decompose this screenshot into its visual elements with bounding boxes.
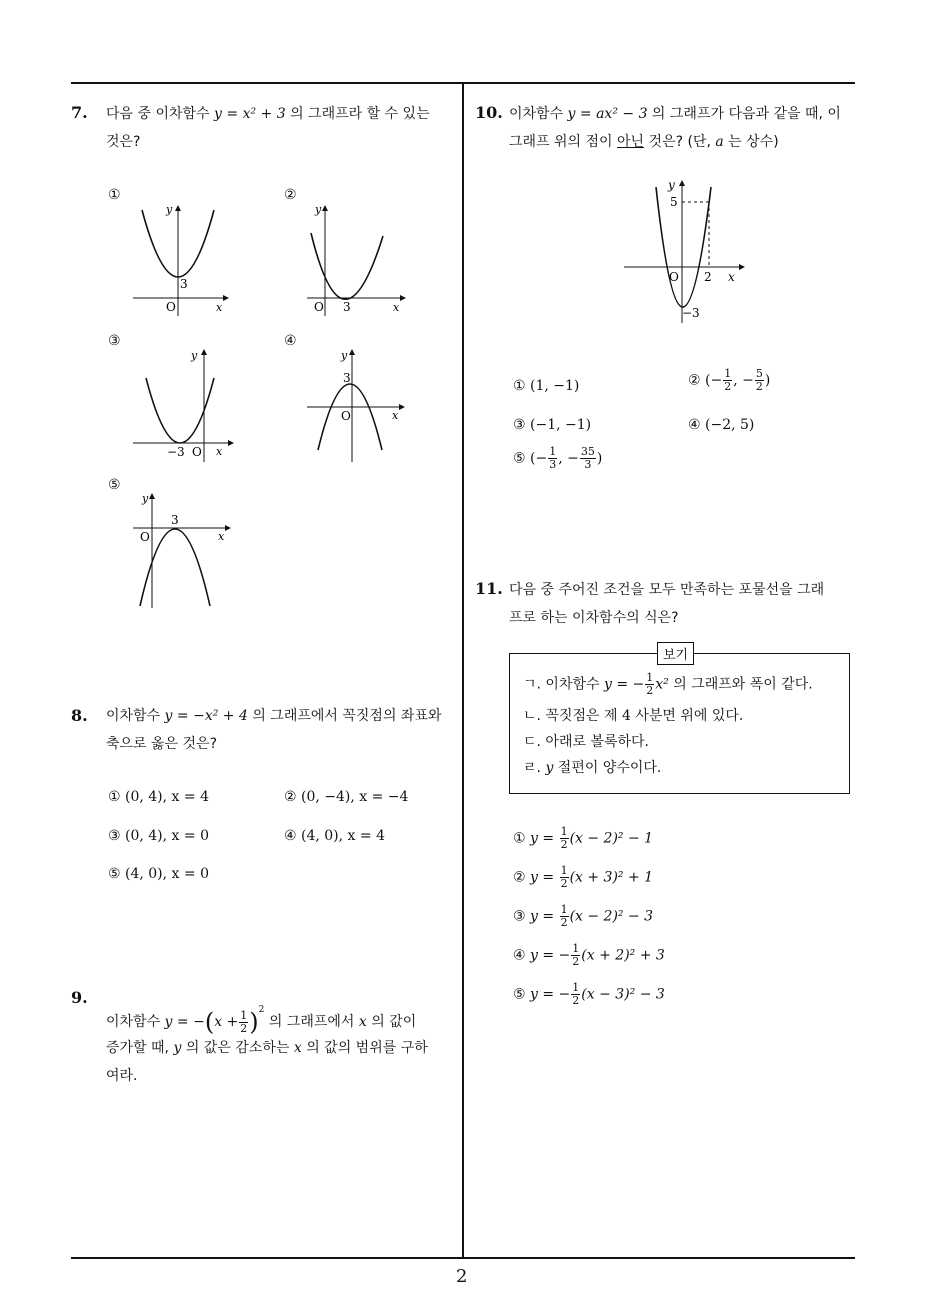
q8-choice-4: ④ (4, 0), x = 4	[284, 828, 385, 844]
q7-graph-5	[130, 490, 240, 610]
q11-c5-n: 1	[572, 981, 580, 994]
q11-choice-3	[513, 904, 653, 929]
q7-graph-3	[128, 344, 238, 464]
q9-text-g: 여라.	[106, 1068, 138, 1084]
q11-choice-5	[513, 982, 665, 1007]
g2-y-label: y	[315, 203, 322, 216]
column-divider	[462, 84, 464, 1258]
g3-vertex: −3	[167, 445, 185, 459]
q11-bogi-4	[523, 757, 661, 777]
q11-c3-post: (x − 2)² − 3	[569, 908, 654, 925]
q10-c2-mid: , −	[733, 372, 754, 389]
q8-choice-3: ③ (0, 4), x = 0	[108, 828, 209, 844]
q11-c5-mark: ⑤	[513, 986, 526, 1003]
g2-x-label: x	[393, 301, 400, 314]
q10-text-a: 이차함수	[509, 106, 568, 122]
q10-c5-n2: 35	[580, 445, 595, 458]
q10-c5-d1: 3	[549, 458, 557, 471]
q10-choice-2	[688, 368, 770, 393]
g1-origin: O	[166, 300, 176, 314]
q10-text-e: 는 상수)	[723, 134, 779, 150]
g5-origin: O	[140, 530, 150, 544]
q10-choice-4: ④ (−2, 5)	[688, 417, 755, 433]
q10-underline: 아닌	[617, 134, 645, 150]
q11-bogi-4a: ㄹ.	[523, 760, 546, 776]
q9-exp: 2	[258, 1005, 265, 1015]
q8-math: y = −x² + 4	[164, 708, 248, 724]
q11-bogi-1-math: y = −	[603, 676, 645, 693]
q11-bogi-3: ㄷ. 아래로 볼록하다.	[523, 734, 649, 750]
g2-vertex: 3	[343, 300, 351, 314]
q10-graph-five: 5	[670, 195, 678, 209]
q10-c2-post: )	[764, 372, 771, 389]
q11-text-b: 프로 하는 이차함수의 식은?	[509, 610, 679, 626]
q11-bogi-1a: ㄱ. 이차함수	[523, 676, 604, 693]
q9-line1: 이차함수 y = −(x + $\frac{1}{2}$ )$^2$ 의 그래프에서 x 의 값이	[106, 1005, 417, 1036]
g5-vertex: 3	[171, 513, 179, 527]
q11-bogi-1-d: 2	[646, 684, 654, 697]
q8-text-a: 이차함수	[106, 708, 165, 724]
q11-text-a: 다음 중 주어진 조건을 모두 만족하는 포물선을 그래	[509, 582, 825, 598]
q8-choice-5: ⑤ (4, 0), x = 0	[108, 866, 209, 882]
q11-c5-pre: y = −	[530, 986, 571, 1003]
q9-x: x	[358, 1014, 367, 1030]
q11-bogi-2-num: 4	[621, 708, 631, 724]
q9-math-pre: y = −	[164, 1014, 205, 1030]
q8-text-c: 축으로 옳은 것은?	[106, 736, 217, 752]
g5-y-label: y	[142, 492, 149, 505]
q10-choice-1: ① (1, −1)	[513, 378, 580, 394]
q10-graph-y: y	[668, 178, 675, 192]
q7-graph-2	[305, 198, 410, 318]
q11-c5-post: (x − 3)² − 3	[581, 986, 665, 1003]
q7-number: 7.	[71, 103, 88, 122]
q11-bogi-2a: ㄴ. 꼭짓점은 제	[523, 708, 622, 724]
q11-choice-4	[513, 943, 665, 968]
q9-y: y	[173, 1040, 182, 1056]
q8-text	[106, 702, 458, 758]
q7-choice-1-mark: ①	[108, 187, 121, 203]
q8-text-b: 의 그래프에서 꼭짓점의 좌표와	[247, 708, 442, 724]
q11-bogi-2b: 사분면 위에 있다.	[630, 708, 744, 724]
q11-c3-n: 1	[560, 903, 568, 916]
q10-graph-two: 2	[704, 270, 712, 284]
q11-bogi-2	[523, 705, 743, 725]
q10-text-c: 그래프 위의 점이	[509, 134, 618, 150]
q10-choice-3: ③ (−1, −1)	[513, 417, 592, 433]
q8-number: 8.	[71, 706, 88, 725]
q10-c2-pre: ② (−	[688, 372, 723, 389]
g1-x-label: x	[216, 301, 223, 314]
g4-origin: O	[341, 409, 351, 423]
q11-c4-mark: ④	[513, 947, 526, 964]
q11-c1-pre: y =	[530, 830, 559, 847]
q10-a: a	[715, 134, 724, 150]
q11-bogi-1-x: x²	[655, 676, 669, 693]
q11-choice-2	[513, 865, 653, 890]
q11-choice-1	[513, 826, 653, 851]
q10-math: y = ax² − 3	[567, 106, 648, 122]
q11-bogi-1-n: 1	[646, 671, 654, 684]
q11-c1-post: (x − 2)² − 1	[569, 830, 654, 847]
g3-x-label: x	[216, 445, 223, 458]
q10-graph	[620, 175, 750, 325]
q10-c5-post: )	[596, 450, 603, 467]
q7-choice-2-mark: ②	[284, 187, 297, 203]
q11-c4-post: (x + 2)² + 3	[581, 947, 665, 964]
q10-c5-mid: , −	[558, 450, 579, 467]
q8-choice-2: ② (0, −4), x = −4	[284, 789, 409, 805]
q11-number: 11.	[475, 579, 503, 598]
q9-frac-den: 2	[240, 1021, 248, 1035]
q11-c2-n: 1	[560, 864, 568, 877]
q9-x2: x	[293, 1040, 302, 1056]
q10-number: 10.	[475, 103, 503, 122]
g4-x-label: x	[392, 409, 399, 422]
q11-bogi-4-y: y	[545, 760, 554, 776]
g4-y-label: y	[341, 349, 348, 362]
q7-text-a: 다음 중 이차함수	[106, 106, 215, 122]
q10-c2-d2: 2	[755, 380, 763, 393]
q11-text	[509, 576, 861, 632]
g5-x-label: x	[218, 530, 225, 543]
q7-choice-3-mark: ③	[108, 333, 121, 349]
q11-c5-d: 2	[572, 994, 580, 1007]
g4-vertex: 3	[343, 371, 351, 385]
q11-c2-post: (x + 3)² + 1	[569, 869, 654, 886]
q9-text-a: 이차함수	[106, 1014, 165, 1030]
q11-c3-pre: y =	[530, 908, 559, 925]
q11-bogi-title: 보기	[657, 642, 694, 665]
q7-math: y = x² + 3	[214, 106, 286, 122]
q11-c3-mark: ③	[513, 908, 526, 925]
q10-text-d: 것은? (단,	[644, 134, 716, 150]
q7-graph-1	[128, 198, 233, 318]
q11-c1-n: 1	[560, 825, 568, 838]
q11-bogi-1b: 의 그래프와 폭이 같다.	[668, 676, 813, 693]
q9-math-x: x +	[214, 1014, 239, 1030]
q11-c3-d: 2	[560, 916, 568, 929]
q11-bogi-1	[523, 672, 813, 697]
g3-y-label: y	[191, 349, 198, 362]
q11-c2-mark: ②	[513, 869, 526, 886]
q9-text-c: 의 값이	[366, 1014, 417, 1030]
q10-text	[509, 100, 861, 156]
q9-text-e: 의 값은 감소하는	[181, 1040, 294, 1056]
q11-c4-d: 2	[572, 955, 580, 968]
q10-c5-d2: 3	[584, 458, 592, 471]
q7-graph-4	[304, 344, 414, 464]
q10-c2-n2: 5	[755, 367, 763, 380]
q11-bogi-4b: 절편이 양수이다.	[553, 760, 662, 776]
q10-c2-d1: 2	[724, 380, 732, 393]
q7-choice-5-mark: ⑤	[108, 477, 121, 493]
q10-c5-pre: ⑤ (−	[513, 450, 548, 467]
q7-text	[106, 100, 458, 156]
g1-vertex: 3	[180, 277, 188, 291]
g2-origin: O	[314, 300, 324, 314]
bottom-rule	[71, 1257, 855, 1259]
q7-choice-4-mark: ④	[284, 333, 297, 349]
q10-c5-n1: 1	[549, 445, 557, 458]
q10-choice-5	[513, 446, 602, 471]
q9-text-d: 증가할 때,	[106, 1040, 174, 1056]
q9-line2	[106, 1034, 462, 1090]
q9-number: 9.	[71, 988, 88, 1007]
q9-text-f: 의 값의 범위를 구하	[301, 1040, 428, 1056]
q8-choice-1: ① (0, 4), x = 4	[108, 789, 209, 805]
q9-frac-num: 1	[240, 1008, 248, 1022]
q11-c4-n: 1	[572, 942, 580, 955]
q10-graph-origin: O	[669, 270, 679, 284]
g3-origin: O	[192, 445, 202, 459]
q11-c1-d: 2	[560, 838, 568, 851]
q10-c2-n1: 1	[724, 367, 732, 380]
q10-graph-minus3: −3	[682, 306, 700, 320]
q9-text-b: 의 그래프에서	[264, 1014, 359, 1030]
g1-y-label: y	[166, 203, 173, 216]
q7-text-b: 의 그래프라 할 수 있는	[285, 106, 430, 122]
q7-text-c: 것은?	[106, 134, 141, 150]
q11-c2-pre: y =	[530, 869, 559, 886]
q11-c1-mark: ①	[513, 830, 526, 847]
page-number: 2	[456, 1266, 468, 1287]
q10-text-b: 의 그래프가 다음과 같을 때, 이	[647, 106, 841, 122]
q11-c4-pre: y = −	[530, 947, 571, 964]
q10-graph-x: x	[728, 270, 735, 284]
q11-c2-d: 2	[560, 877, 568, 890]
